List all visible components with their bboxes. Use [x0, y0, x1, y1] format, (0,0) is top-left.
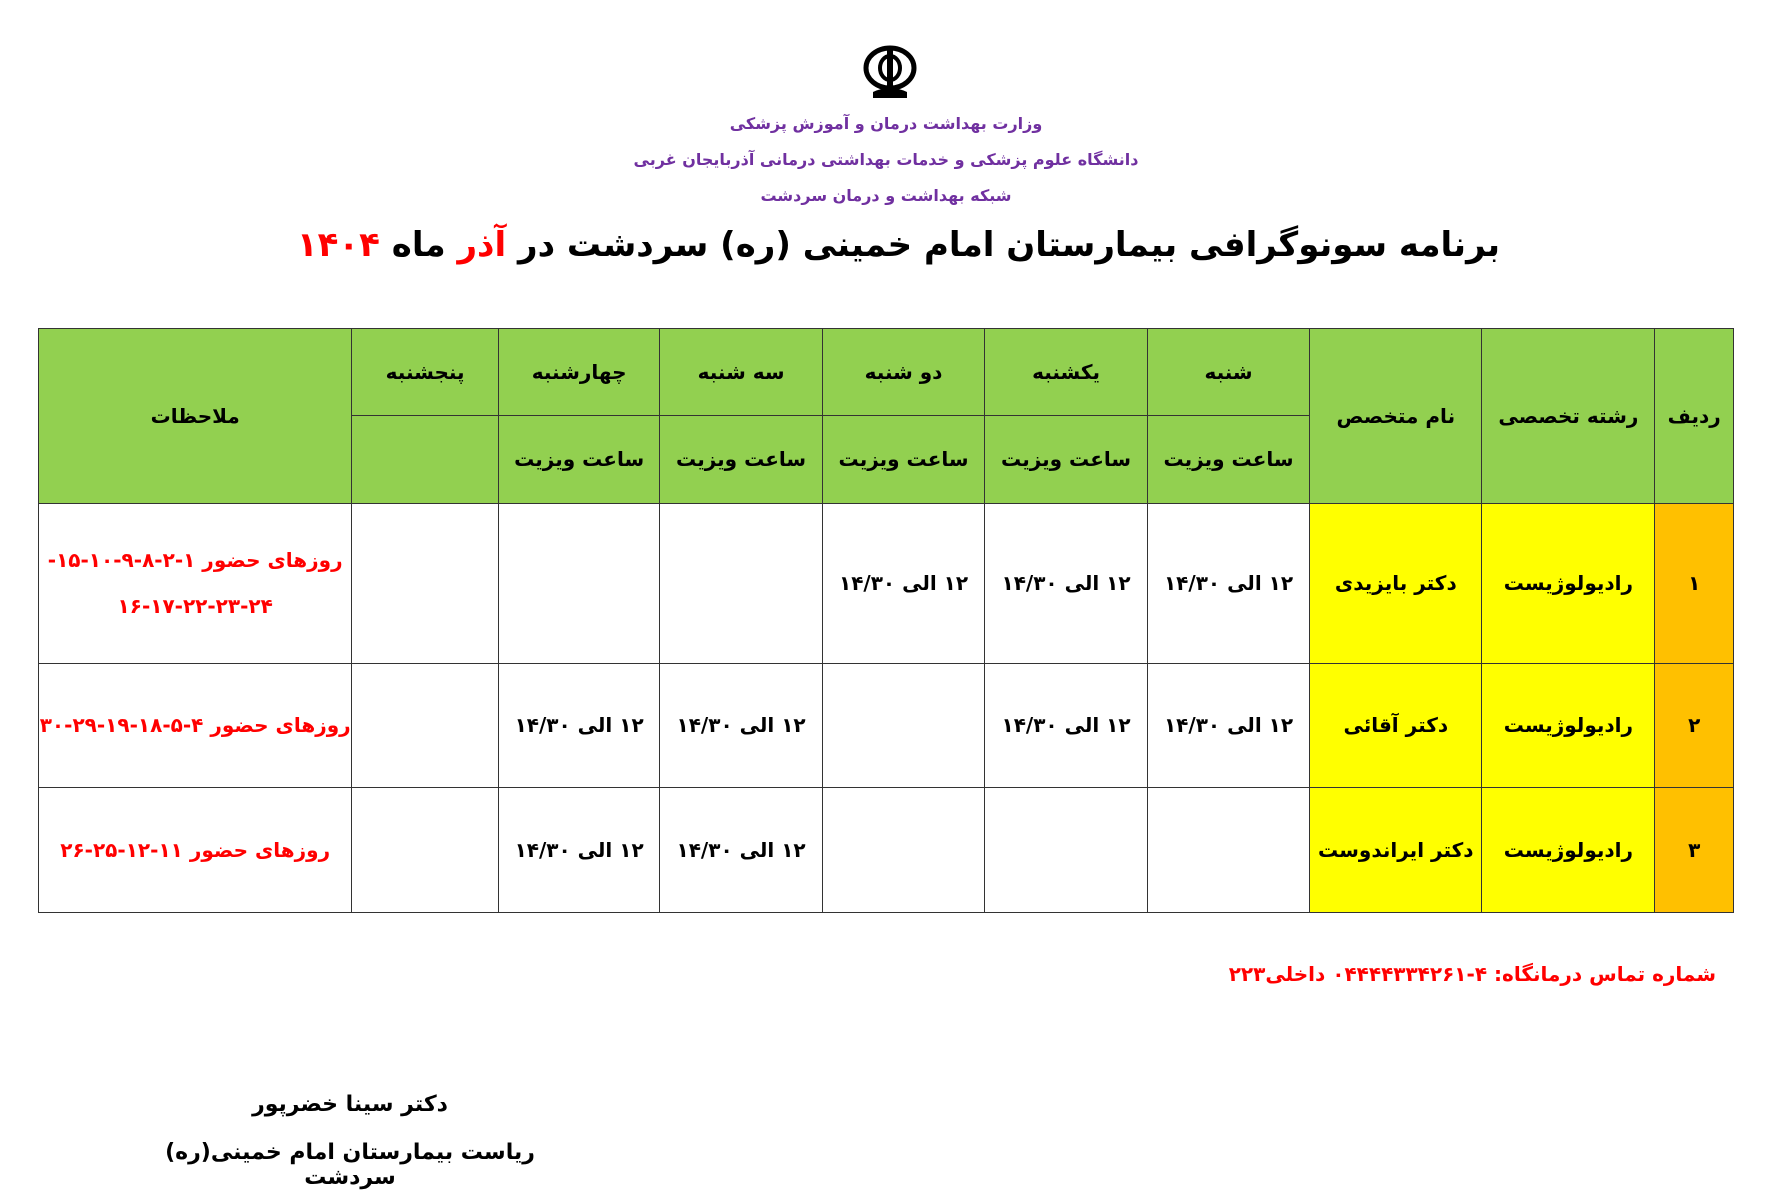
row-time-thursday [352, 503, 499, 664]
header-visit-time: ساعت ویزیت [1147, 416, 1309, 503]
row-specialty: رادیولوژیست [1482, 787, 1655, 912]
row-notes [39, 787, 352, 912]
schedule-table [38, 328, 1734, 913]
header-day-monday: دو شنبه [822, 329, 984, 416]
header-visit-time: ساعت ویزیت [498, 416, 659, 503]
header-specialty: رشته تخصصی [1482, 329, 1655, 504]
org-line-network: شبکه بهداشت و درمان سردشت [760, 186, 1012, 205]
row-time-tuesday [660, 503, 822, 664]
row-notes [39, 503, 352, 664]
signature-name: دکتر سینا خضرپور [252, 1092, 448, 1117]
table-row [39, 664, 1734, 787]
header-day-wednesday: چهارشنبه [498, 329, 659, 416]
header-visit-time-empty [352, 416, 499, 503]
table-row [39, 787, 1734, 912]
page-title [296, 225, 1500, 265]
row-time-tuesday: ۱۲ الی ۱۴/۳۰ [660, 787, 822, 912]
row-time-monday [822, 787, 984, 912]
header-day-thursday: پنجشنبه [352, 329, 499, 416]
header-name: نام متخصص [1310, 329, 1482, 504]
row-doctor-name: دکتر بایزیدی [1310, 503, 1482, 664]
header-day-saturday: شنبه [1147, 329, 1309, 416]
row-time-tuesday: ۱۲ الی ۱۴/۳۰ [660, 664, 822, 787]
clinic-contact-number: شماره تماس درمانگاه: ۴-۰۴۴۴۴۳۳۴۲۶۱ داخلی۲۲۳ [1228, 962, 1716, 986]
title-month: آذر [457, 225, 507, 265]
title-part2: ماه [379, 225, 458, 265]
row-time-sunday [985, 787, 1147, 912]
row-time-wednesday: ۱۲ الی ۱۴/۳۰ [498, 787, 659, 912]
header-day-sunday: یکشنبه [985, 329, 1147, 416]
row-index: ۳ [1655, 787, 1734, 912]
header-visit-time: ساعت ویزیت [822, 416, 984, 503]
row-time-wednesday [498, 503, 659, 664]
row-doctor-name: دکتر آقائی [1310, 664, 1482, 787]
row-time-thursday [352, 787, 499, 912]
row-specialty: رادیولوژیست [1482, 503, 1655, 664]
table-row [39, 503, 1734, 664]
row-time-saturday: ۱۲ الی ۱۴/۳۰ [1147, 503, 1309, 664]
signature-position: ریاست بیمارستان امام خمینی(ره) سردشت [165, 1140, 535, 1190]
header-visit-time: ساعت ویزیت [985, 416, 1147, 503]
row-time-sunday: ۱۲ الی ۱۴/۳۰ [985, 503, 1147, 664]
row-time-wednesday: ۱۲ الی ۱۴/۳۰ [498, 664, 659, 787]
org-line-ministry: وزارت بهداشت درمان و آموزش پزشکی [729, 114, 1043, 133]
org-line-university: دانشگاه علوم پزشکی و خدمات بهداشتی درمانی آذربایجان غربی [633, 150, 1139, 169]
row-time-monday [822, 664, 984, 787]
row-notes-line1: روزهای حضور ۱-۲-۸-۹-۱۰-۱۵- [47, 548, 343, 573]
header-day-tuesday: سه شنبه [660, 329, 822, 416]
row-index: ۱ [1655, 503, 1734, 664]
row-time-monday: ۱۲ الی ۱۴/۳۰ [822, 503, 984, 664]
header-visit-time: ساعت ویزیت [660, 416, 822, 503]
title-year: ۱۴۰۴ [296, 225, 380, 265]
title-part1: برنامه سونوگرافی بیمارستان امام خمینی (ره) سردشت در [506, 225, 1500, 265]
row-specialty: رادیولوژیست [1482, 664, 1655, 787]
row-doctor-name: دکتر ایراندوست [1310, 787, 1482, 912]
row-notes-line1: روزهای حضور ۱۱-۱۲-۲۵-۲۶ [60, 837, 331, 862]
row-time-sunday: ۱۲ الی ۱۴/۳۰ [985, 664, 1147, 787]
row-notes [39, 664, 352, 787]
row-notes-line2: ۱۶-۱۷-۲۲-۲۳-۲۴ [117, 594, 273, 619]
header-idx: ردیف [1655, 329, 1734, 504]
ministry-emblem-icon [855, 40, 925, 102]
header-notes: ملاحظات [39, 329, 352, 504]
row-time-saturday: ۱۲ الی ۱۴/۳۰ [1147, 664, 1309, 787]
row-time-saturday [1147, 787, 1309, 912]
row-index: ۲ [1655, 664, 1734, 787]
row-notes-line1: روزهای حضور ۴-۵-۱۸-۱۹-۲۹-۳۰ [39, 713, 351, 738]
row-time-thursday [352, 664, 499, 787]
